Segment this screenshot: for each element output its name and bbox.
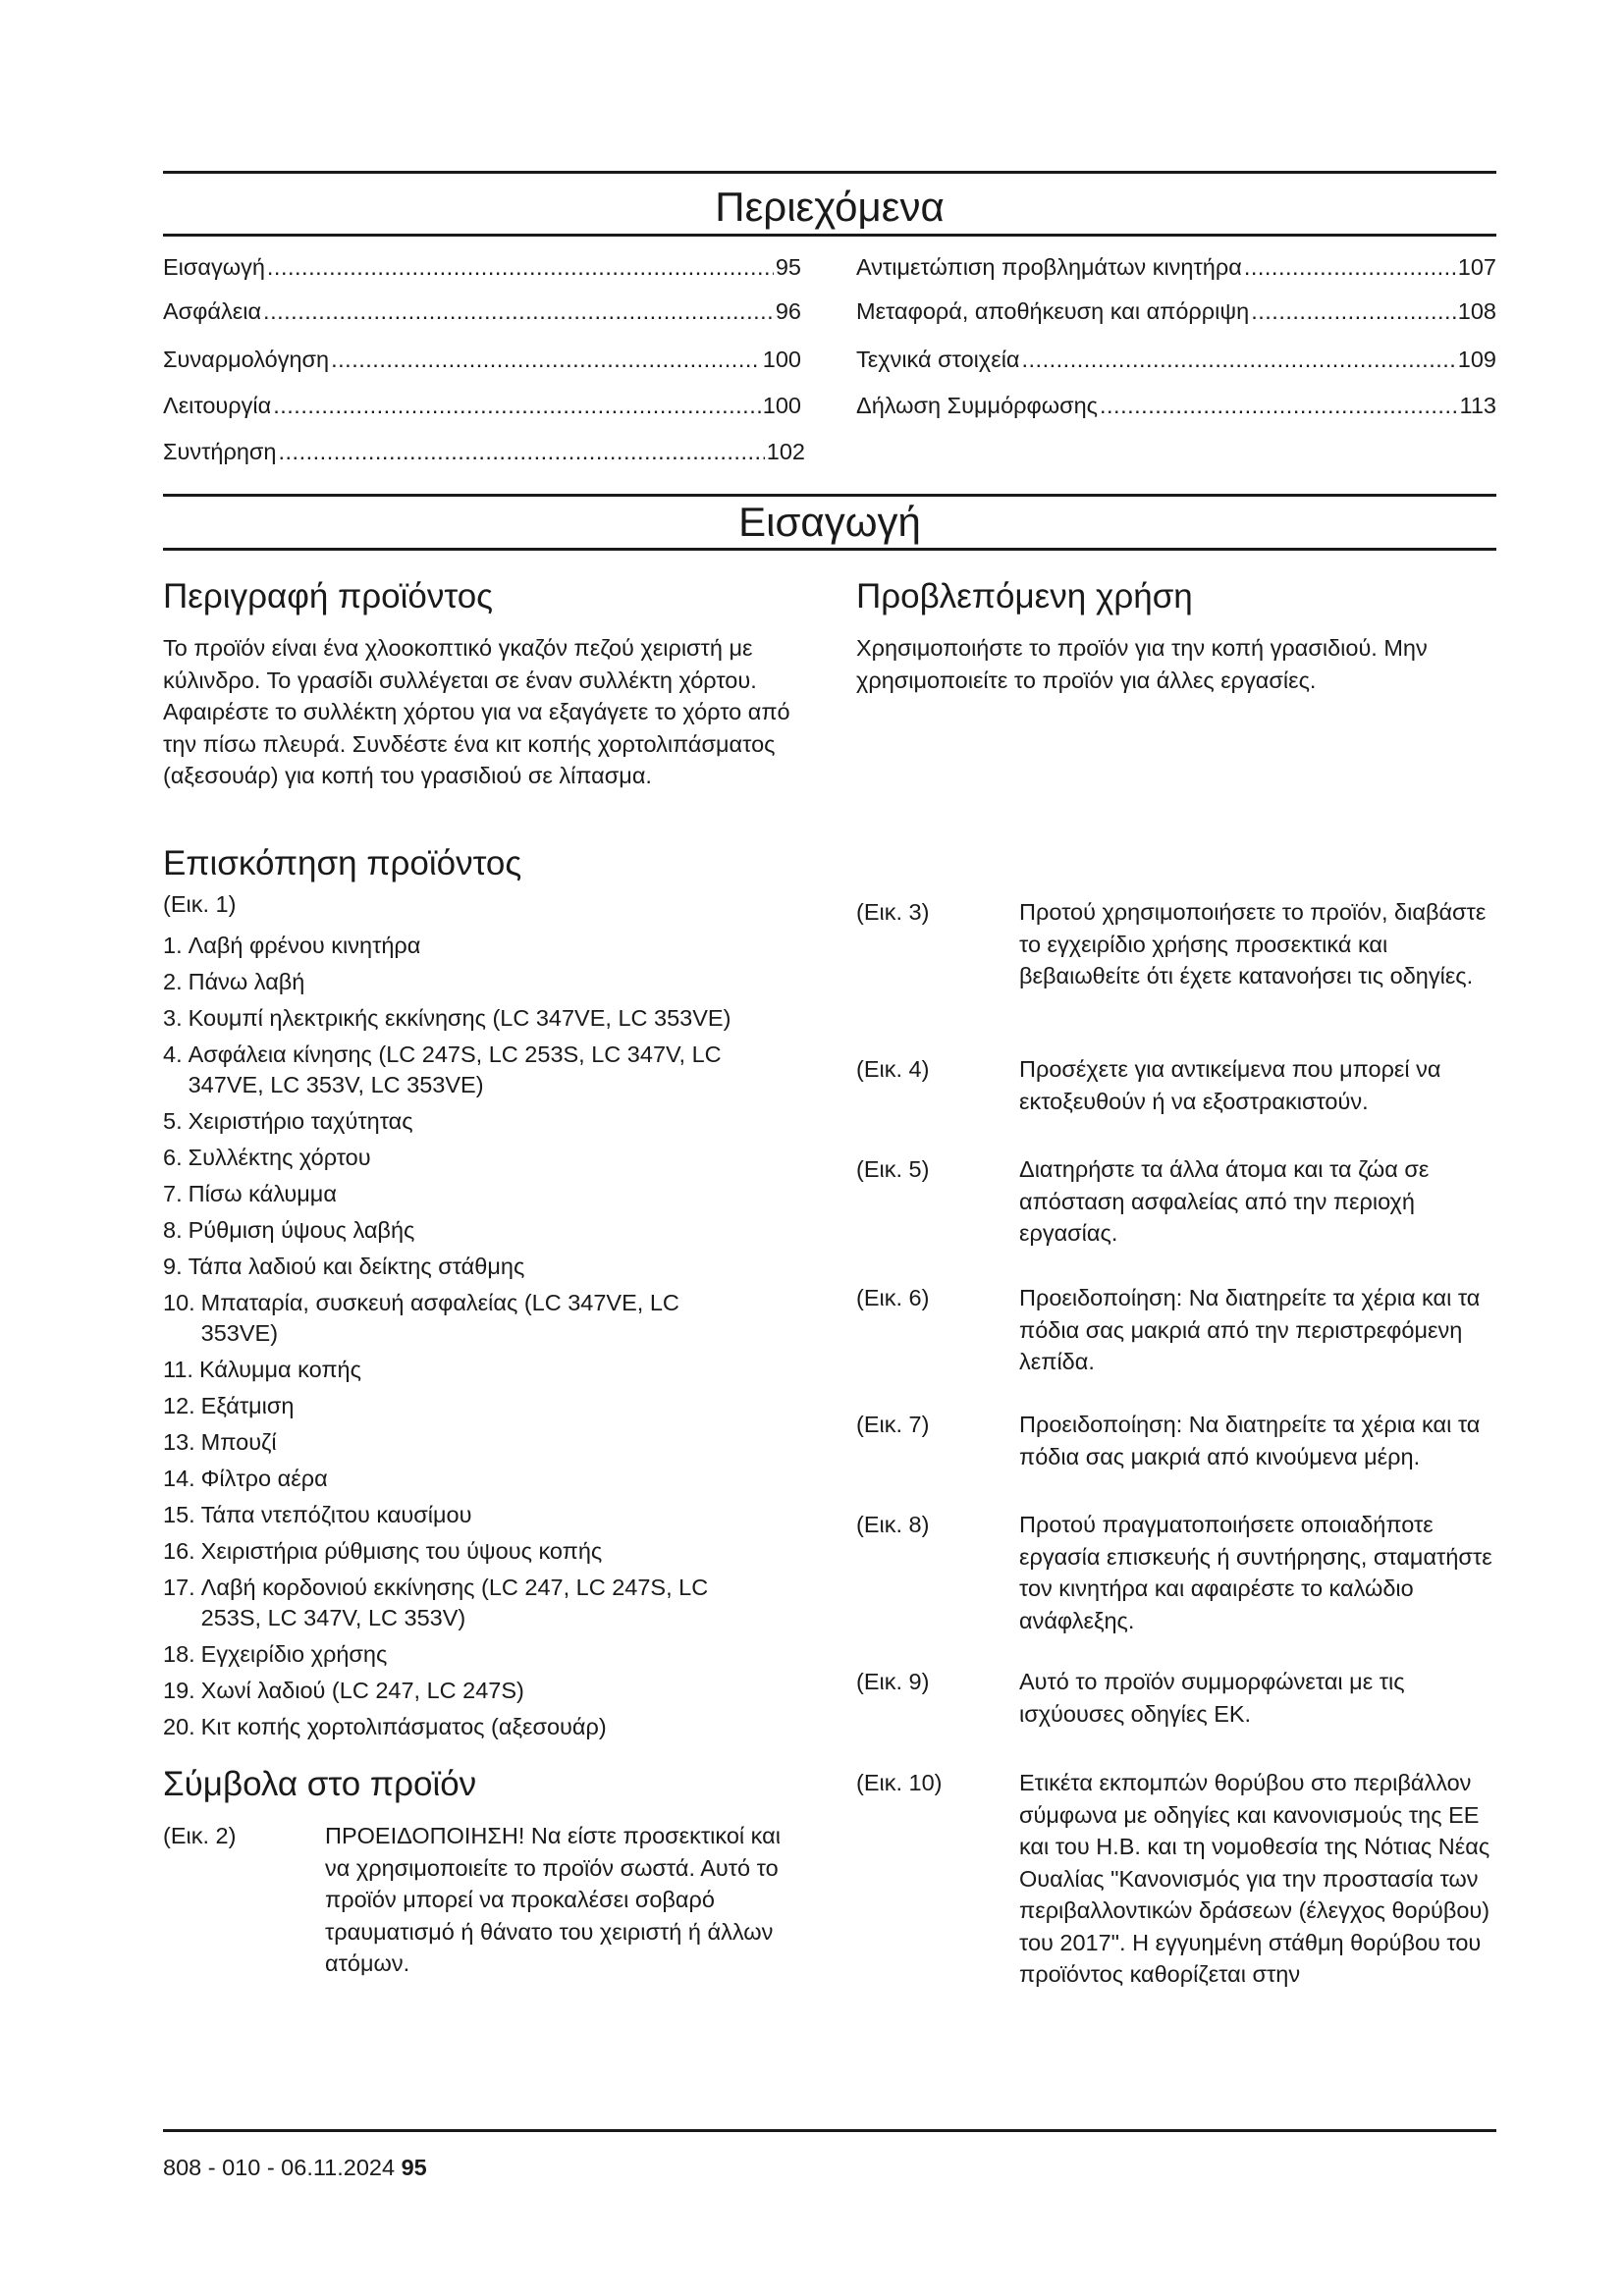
item-text: Κουμπί ηλεκτρικής εκκίνησης (LC 347VE, LC 353VE)	[188, 1005, 731, 1031]
symbol-figure-ref: (Εικ. 9)	[856, 1669, 930, 1694]
toc-leader	[331, 339, 761, 380]
item-number: 11.	[163, 1357, 193, 1382]
symbols-heading: Σύμβολα στο προϊόν	[163, 1765, 477, 1803]
list-item	[163, 1040, 831, 1100]
item-text: Τάπα λαδιού και δείκτης στάθμης	[188, 1254, 525, 1279]
list-item	[163, 1536, 831, 1567]
item-text: Συλλέκτης χόρτου	[188, 1145, 371, 1170]
toc-entry-page: 109	[1457, 347, 1496, 372]
toc-entry-page: 100	[762, 347, 801, 372]
symbol-figure-ref: (Εικ. 2)	[163, 1823, 237, 1848]
symbol-description: ΠΡΟΕΙΔΟΠΟΙΗΣΗ! Να είστε προσεκτικοί και να χρησιμοποιείτε το προϊόν σωστά. Αυτό το προϊόν μπορεί να προκαλέσει σοβαρό τραυματισμό ή θάνατο του χειριστή ή άλλων ατόμων.	[325, 1823, 781, 1976]
symbol-entry	[856, 1509, 1496, 1646]
list-item	[163, 1500, 831, 1530]
footer-page-number: 95	[401, 2155, 427, 2180]
item-number: 1.	[163, 933, 183, 958]
item-number: 19.	[163, 1678, 195, 1703]
item-text: Χειριστήρια ρύθμισης του ύψους κοπής	[200, 1538, 603, 1564]
symbol-figure-ref: (Εικ. 8)	[856, 1512, 930, 1537]
item-number: 14.	[163, 1466, 195, 1491]
item-number: 8.	[163, 1217, 183, 1243]
toc-entry[interactable]	[856, 291, 1496, 332]
item-number: 7.	[163, 1181, 183, 1206]
item-number: 6.	[163, 1145, 183, 1170]
toc-top-rule	[163, 171, 1496, 174]
toc-entry-page: 102	[766, 439, 805, 464]
toc-entry-label: Συναρμολόγηση	[163, 347, 330, 372]
toc-entry-label: Συντήρηση	[163, 439, 277, 464]
item-number: 9.	[163, 1254, 183, 1279]
footer-doc-code: 808 - 010 - 06.11.2024	[163, 2155, 396, 2180]
symbol-description: Προειδοποίηση: Να διατηρείτε τα χέρια και τα πόδια σας μακριά από κινούμενα μέρη.	[1019, 1412, 1481, 1469]
overview-heading: Επισκόπηση προϊόντος	[163, 844, 522, 882]
list-item	[163, 1355, 831, 1385]
toc-entry-label: Μεταφορά, αποθήκευση και απόρριψη	[856, 298, 1250, 324]
item-text: Κιτ κοπής χορτολιπάσματος (αξεσουάρ)	[200, 1714, 607, 1739]
toc-entry-label: Αντιμετώπιση προβλημάτων κινητήρα	[856, 254, 1242, 280]
symbol-figure-ref: (Εικ. 6)	[856, 1285, 930, 1310]
item-text: Εξάτμιση	[200, 1393, 295, 1418]
symbol-entry	[856, 1767, 1496, 2032]
list-item	[163, 931, 831, 961]
item-number: 20.	[163, 1714, 195, 1739]
list-item	[163, 1179, 831, 1209]
item-text: Μπαταρία, συσκευή ασφαλείας (LC 347VE, LC 353VE)	[200, 1290, 679, 1346]
item-number: 4.	[163, 1041, 183, 1067]
symbol-figure-ref: (Εικ. 5)	[856, 1156, 930, 1182]
item-text: Μπουζί	[200, 1429, 277, 1455]
symbol-description: Προτού χρησιμοποιήσετε το προϊόν, διαβάστε το εγχειρίδιο χρήσης προσεκτικά και βεβαιωθείτε ότι έχετε κατανοήσει τις οδηγίες.	[1019, 899, 1487, 988]
toc-leader	[267, 246, 774, 288]
symbol-figure-ref: (Εικ. 4)	[856, 1056, 930, 1082]
toc-leader	[1251, 291, 1456, 332]
toc-leader	[263, 291, 774, 332]
intro-top-rule	[163, 494, 1496, 497]
symbol-description: Αυτό το προϊόν συμμορφώνεται με τις ισχύουσες οδηγίες ΕΚ.	[1019, 1669, 1405, 1727]
list-item	[163, 1003, 831, 1034]
item-text: Λαβή φρένου κινητήρα	[188, 933, 421, 958]
toc-entry-page: 107	[1457, 254, 1496, 280]
intended-use-text: Χρησιμοποιήστε το προϊόν για την κοπή γρασιδιού. Μην χρησιμοποιείτε το προϊόν για άλλες εργασίες.	[856, 635, 1428, 693]
toc-entry[interactable]	[856, 246, 1496, 288]
toc-entry[interactable]	[163, 385, 801, 426]
toc-entry-label: Δήλωση Συμμόρφωσης	[856, 393, 1098, 418]
toc-leader	[1022, 339, 1456, 380]
symbol-entry	[856, 1053, 1496, 1122]
symbol-entry	[856, 896, 1496, 1034]
intro-bottom-rule	[163, 548, 1496, 551]
toc-entry[interactable]	[856, 339, 1496, 380]
item-text: Εγχειρίδιο χρήσης	[200, 1641, 388, 1667]
item-number: 3.	[163, 1005, 183, 1031]
toc-entry-label: Εισαγωγή	[163, 254, 265, 280]
intro-title: Εισαγωγή	[738, 499, 921, 545]
symbol-entry	[163, 1820, 807, 1997]
item-text: Πάνω λαβή	[188, 969, 305, 994]
toc-entry-label: Τεχνικά στοιχεία	[856, 347, 1020, 372]
list-item	[163, 1252, 831, 1282]
list-item	[163, 1288, 831, 1349]
toc-entry-page: 95	[775, 254, 801, 280]
toc-leader	[273, 385, 761, 426]
list-item	[163, 967, 831, 997]
item-number: 5.	[163, 1108, 183, 1134]
item-number: 15.	[163, 1502, 195, 1527]
toc-entry-label: Ασφάλεια	[163, 298, 262, 324]
toc-entry-page: 96	[775, 298, 801, 324]
list-item	[163, 1215, 831, 1246]
item-text: Χωνί λαδιού (LC 247, LC 247S)	[200, 1678, 524, 1703]
overview-figure-ref: (Εικ. 1)	[163, 891, 237, 917]
symbol-entry	[856, 1282, 1496, 1380]
item-text: Ρύθμιση ύψους λαβής	[188, 1217, 415, 1243]
toc-entry-page: 113	[1459, 393, 1496, 418]
toc-entry[interactable]	[163, 339, 801, 380]
toc-entry-page: 108	[1457, 298, 1496, 324]
list-item	[163, 1391, 831, 1421]
toc-leader	[279, 431, 765, 472]
item-text: Τάπα ντεπόζιτου καυσίμου	[200, 1502, 472, 1527]
toc-entry-page: 100	[762, 393, 801, 418]
symbol-description: Διατηρήστε τα άλλα άτομα και τα ζώα σε απόσταση ασφαλείας από την περιοχή εργασίας.	[1019, 1156, 1430, 1246]
item-number: 2.	[163, 969, 183, 994]
item-number: 17.	[163, 1575, 195, 1600]
symbol-figure-ref: (Εικ. 3)	[856, 899, 930, 925]
toc-entry[interactable]	[856, 385, 1496, 426]
symbol-description: Προειδοποίηση: Να διατηρείτε τα χέρια και τα πόδια σας μακριά από την περιστρεφόμενη λεπίδα.	[1019, 1285, 1481, 1374]
toc-entry-label: Λειτουργία	[163, 393, 272, 418]
toc-leader	[1100, 385, 1458, 426]
item-number: 13.	[163, 1429, 195, 1455]
list-item	[163, 1639, 831, 1670]
item-number: 12.	[163, 1393, 195, 1418]
item-text: Κάλυμμα κοπής	[198, 1357, 361, 1382]
symbol-description: Προσέχετε για αντικείμενα που μπορεί να εκτοξευθούν ή να εξοστρακιστούν.	[1019, 1056, 1441, 1114]
list-item	[163, 1143, 831, 1173]
symbol-figure-ref: (Εικ. 10)	[856, 1770, 943, 1795]
toc-leader	[1244, 246, 1456, 288]
toc-bottom-rule	[163, 234, 1496, 237]
list-item	[163, 1464, 831, 1494]
list-item	[163, 1573, 831, 1633]
symbol-entry	[856, 1409, 1496, 1477]
symbol-description: Προτού πραγματοποιήσετε οποιαδήποτε εργασία επισκευής ή συντήρησης, σταματήστε τον κινητήρα και αφαιρέστε το καλώδιο ανάφλεξης.	[1019, 1512, 1492, 1633]
page-footer	[163, 2153, 427, 2182]
toc-title: Περιεχόμενα	[715, 184, 945, 230]
description-text: Το προϊόν είναι ένα χλοοκοπτικό γκαζόν πεζού χειριστή με κύλινδρο. Το γρασίδι συλλέγεται σε έναν συλλέκτη χόρτου. Αφαιρέστε το συλλέκτη χόρτου για να εξαγάγετε το χόρτο από την πίσω πλευρά. Συνδέστε ένα κιτ κοπής χορτολιπάσματος (αξεσουάρ) για κοπή του γρασιδιού σε λίπασμα.	[163, 635, 790, 788]
symbol-description: Ετικέτα εκπομπών θορύβου στο περιβάλλον σύμφωνα με οδηγίες και κανονισμούς της ΕΕ και του Η.Β. και τη νομοθεσία της Νότιας Νέας Ουαλίας "Κανονισμός για την προστασία των περιβαλλοντικών δράσεων (έλεγχος θορύβου) του 2017". Η εγγυημένη στάθμη θορύβου του προϊόντος καθορίζεται στην	[1019, 1770, 1490, 1987]
item-text: Λαβή κορδονιού εκκίνησης (LC 247, LC 247S, LC 253S, LC 347V, LC 353V)	[200, 1575, 709, 1630]
intended-use-heading: Προβλεπόμενη χρήση	[856, 577, 1193, 615]
toc-entry[interactable]	[163, 431, 805, 472]
footer-rule	[163, 2129, 1496, 2132]
item-text: Πίσω κάλυμμα	[188, 1181, 337, 1206]
item-number: 16.	[163, 1538, 195, 1564]
item-text: Φίλτρο αέρα	[200, 1466, 328, 1491]
list-item	[163, 1712, 831, 1742]
list-item	[163, 1427, 831, 1458]
list-item	[163, 1106, 831, 1137]
list-item	[163, 1676, 831, 1706]
description-heading: Περιγραφή προϊόντος	[163, 577, 494, 615]
item-text: Χειριστήριο ταχύτητας	[188, 1108, 413, 1134]
symbol-entry	[856, 1153, 1496, 1252]
item-number: 10.	[163, 1290, 195, 1315]
symbol-entry	[856, 1666, 1496, 1735]
overview-list	[163, 931, 831, 1748]
item-number: 18.	[163, 1641, 195, 1667]
toc-entry[interactable]	[163, 246, 801, 288]
symbol-figure-ref: (Εικ. 7)	[856, 1412, 930, 1437]
toc-entry[interactable]	[163, 291, 801, 332]
item-text: Ασφάλεια κίνησης (LC 247S, LC 253S, LC 347V, LC 347VE, LC 353V, LC 353VE)	[188, 1041, 722, 1097]
